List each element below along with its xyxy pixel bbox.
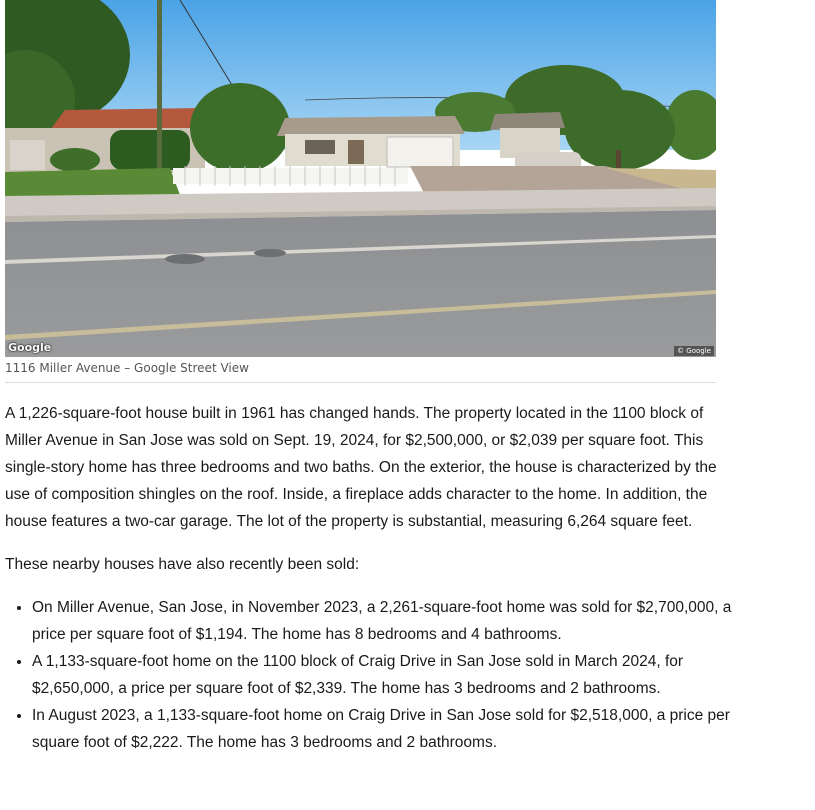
list-item: • In August 2023, a 1,133-square-foot home on Craig Drive in San Jose sold for $2,518,000, a price per square foot of $2,222. The home has 3 bedrooms and 2 bathrooms. [32,702,735,756]
nearby-sales-list [5,594,735,756]
article-figure [5,0,716,383]
list-item: • A 1,133-square-foot home on the 1100 block of Craig Drive in San Jose sold in March 2024, for $2,650,000, a price per square foot of $2,339. The home has 3 bedrooms and 2 bathrooms. [32,648,735,702]
list-item: • On Miller Avenue, San Jose, in November 2023, a 2,261-square-foot home was sold for $2,700,000, a price per square foot of $1,194. The home has 8 bedrooms and 4 bathrooms. [32,594,735,648]
article-paragraph: These nearby houses have also recently been sold: [5,556,360,573]
google-copyright: © Google [674,346,714,356]
article-paragraph: A 1,226-square-foot house built in 1961 has changed hands. The property located in the 1100 block of Miller Avenue in San Jose was sold on Sept. 19, 2024, for $2,500,000, or $2,039 per square foot. This single-story home has three bedrooms and two baths. On the exterior, the house is characterized by the use of composition shingles on the roof. Inside, a fireplace adds character to the home. In addition, the house features a two-car garage. The lot of the property is substantial, measuring 6,264 square feet. [5,405,717,530]
photo-caption: 1116 Miller Avenue – Google Street View [5,361,716,383]
article-body [5,400,735,756]
street-view-image [5,0,716,357]
google-watermark: Google [8,341,52,354]
street-view-photo [5,0,716,357]
